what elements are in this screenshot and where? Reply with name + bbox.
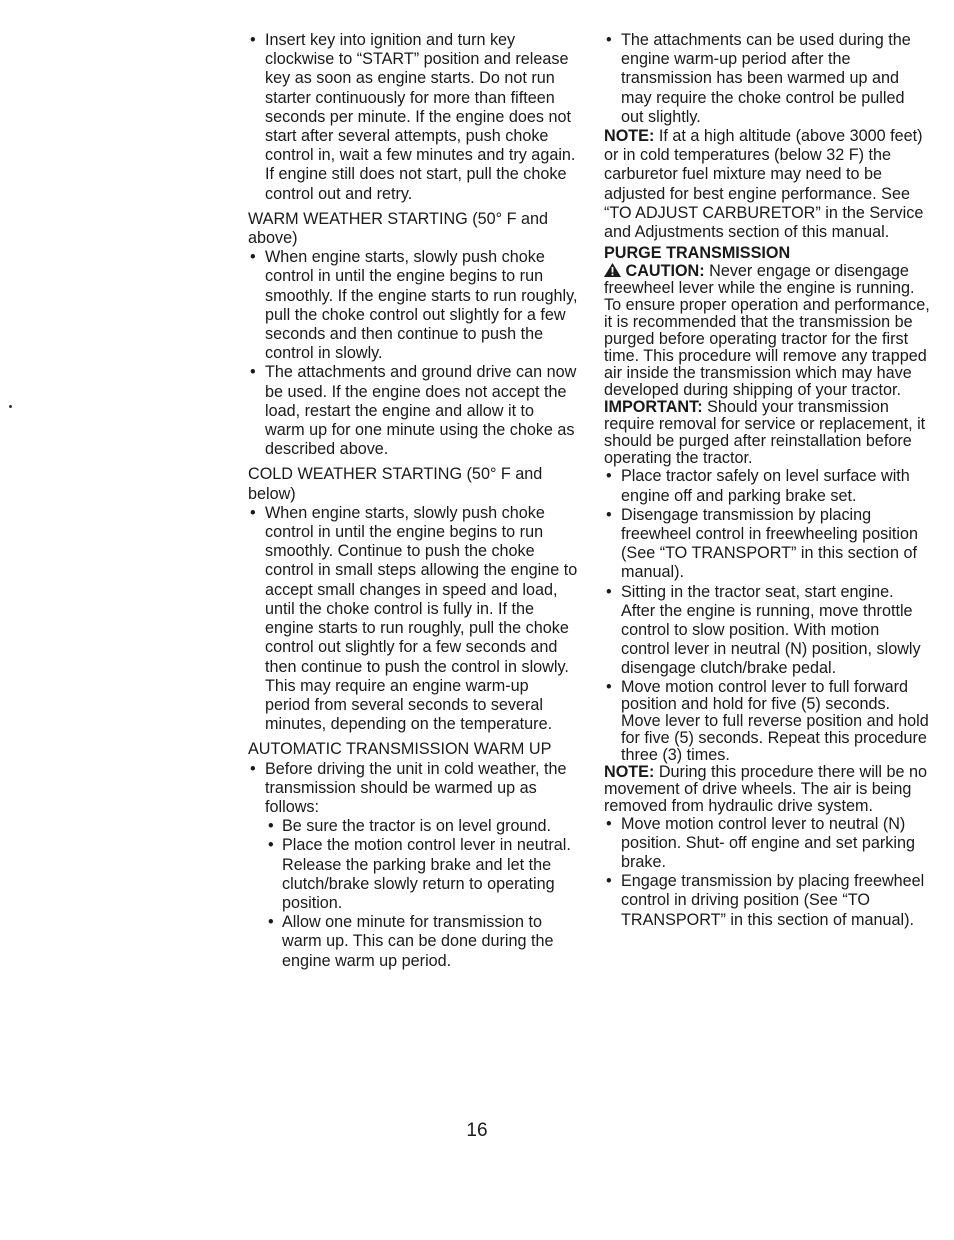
scan-speck [9, 405, 12, 408]
caution-freewheel [604, 263, 930, 297]
important-reinstallation [604, 399, 930, 467]
bullet-text: The attachments can be used during the engine warm-up period after the transmission has been warmed up and may require the choke control be pulled out slightly. [621, 31, 911, 126]
bullet-dot: • [268, 913, 274, 932]
bullet-dot: • [606, 467, 612, 486]
heading-purge-transmission: PURGE TRANSMISSION [604, 244, 791, 263]
bullet-text: Insert key into ignition and turn key clockwise to “START” position and release key as soon as engine starts. Do not run starter continuously for more than fifteen seconds per minute. If the engine does not start after several attempts, push choke control in, wait a few minutes and try again. If engine still does not start, pull the choke control out and retry. [265, 31, 576, 203]
subbullet-one-minute [248, 913, 578, 971]
subbullet-level-ground [248, 817, 578, 836]
bullet-warm-choke [248, 248, 578, 363]
bullet-text: Move motion control lever to neutral (N) position. Shut- off engine and set parking brake. [621, 814, 915, 872]
note-text: If at a high altitude (above 3000 feet) or in cold temperatures (below 32 F) the carburetor fuel mixture may need to be adjusted for best engine performance. See “TO ADJUST CARBURETOR” in the Service and Adjustments section of this manual. [604, 127, 924, 242]
bullet-text: When engine starts, slowly push choke control in until the engine begins to run smoothly. Continue to push the choke control in small steps allowing the engine to accept small changes in speed and load, until the choke control is fully in. If the engine starts to run roughly, pull the choke control out slightly for a few seconds and then continue to push the control in slowly. This may require an engine warm-up period from several seconds to several minutes, depending on the temperature. [265, 503, 578, 734]
paragraph-purge-intro: To ensure proper operation and performance, it is recommended that the transmission be purged before operating tractor for the first time. This procedure will remove any trapped air inside the transmission which may have developed during shipping of your tractor. [604, 296, 930, 400]
right-column [604, 31, 930, 930]
note-no-wheel-movement [604, 764, 930, 815]
caution-label: CAUTION: [625, 262, 705, 281]
bullet-text: Move motion control lever to full forward position and hold for five (5) seconds. Move lever to full reverse position and hold for five (5) seconds. Repeat this procedure three (3) times. [621, 677, 929, 764]
bullet-text: The attachments and ground drive can now be used. If the engine does not accept the load, restart the engine and allow it to warm up for one minute using the choke as described above. [265, 363, 577, 459]
bullet-attachments-warm-up [604, 31, 930, 127]
bullet-dot: • [606, 31, 612, 49]
bullet-text: Be sure the tractor is on level ground. [282, 817, 552, 836]
note-high-altitude [604, 127, 930, 242]
subbullet-neutral [248, 836, 578, 913]
bullet-dot: • [250, 363, 256, 382]
bullet-text: Place tractor safely on level surface with engine off and parking brake set. [621, 467, 910, 505]
bullet-disengage-transmission [604, 506, 930, 583]
bullet-dot: • [606, 872, 612, 891]
bullet-dot: • [606, 814, 612, 833]
note-label: NOTE: [604, 127, 655, 146]
note-label: NOTE: [604, 762, 655, 781]
bullet-dot: • [268, 817, 274, 836]
bullet-dot: • [268, 836, 274, 855]
page-number: 16 [466, 1120, 488, 1141]
left-column [248, 31, 578, 971]
heading-warm-weather-starting: WARM WEATHER STARTING (50° F and above) [248, 209, 548, 248]
bullet-cold-choke [248, 504, 578, 734]
bullet-dot: • [250, 759, 256, 778]
bullet-dot: • [250, 31, 256, 49]
bullet-before-driving [248, 760, 578, 818]
bullet-text: When engine starts, slowly push choke control in until the engine begins to run smoothly. If the engine starts to run roughly, pull the choke control out slightly for a few seconds and then continue to push the control in slowly. [265, 248, 578, 363]
bullet-text: Allow one minute for transmission to warm up. This can be done during the engine warm up period. [282, 913, 554, 970]
bullet-text: Place the motion control lever in neutral. Release the parking brake and let the clutch/brake slowly return to operating position. [282, 836, 571, 912]
bullet-warm-attachments [248, 363, 578, 459]
bullet-level-surface [604, 467, 930, 505]
bullet-insert-key [248, 31, 578, 204]
bullet-text: Sitting in the tractor seat, start engine. After the engine is running, move throttle control to slow position. With motion control lever in neutral (N) position, slowly disengage clutch/brake pedal. [621, 582, 921, 678]
note-text: During this procedure there will be no movement of drive wheels. The air is being removed from hydraulic drive system. [604, 762, 927, 815]
important-text: Should your transmission require removal for service or replacement, it should be purged after reinstallation before operating the tractor. [604, 398, 926, 468]
caution-text: Never engage or disengage freewheel lever while the engine is running. [604, 262, 915, 298]
warning-triangle-icon [604, 263, 621, 277]
bullet-move-lever [604, 679, 930, 764]
bullet-dot: • [606, 505, 612, 524]
bullet-engage-transmission [604, 872, 930, 930]
bullet-text: Engage transmission by placing freewheel control in driving position (See “TO TRANSPORT” in this section of manual). [621, 872, 925, 929]
bullet-text: Disengage transmission by placing freewheel control in freewheeling position (See “TO TRANSPORT” in this section of manual). [621, 505, 918, 582]
bullet-dot: • [250, 503, 256, 522]
important-label: IMPORTANT: [604, 398, 703, 417]
heading-automatic-transmission-warm-up: AUTOMATIC TRANSMISSION WARM UP [248, 740, 552, 759]
bullet-neutral-shutoff [604, 815, 930, 873]
bullet-dot: • [606, 677, 612, 696]
bullet-dot: • [250, 248, 256, 267]
heading-cold-weather-starting: COLD WEATHER STARTING (50° F and below) [248, 465, 543, 503]
bullet-start-engine [604, 583, 930, 679]
bullet-text: Before driving the unit in cold weather, the transmission should be warmed up as follows: [265, 759, 567, 816]
bullet-dot: • [606, 582, 612, 601]
